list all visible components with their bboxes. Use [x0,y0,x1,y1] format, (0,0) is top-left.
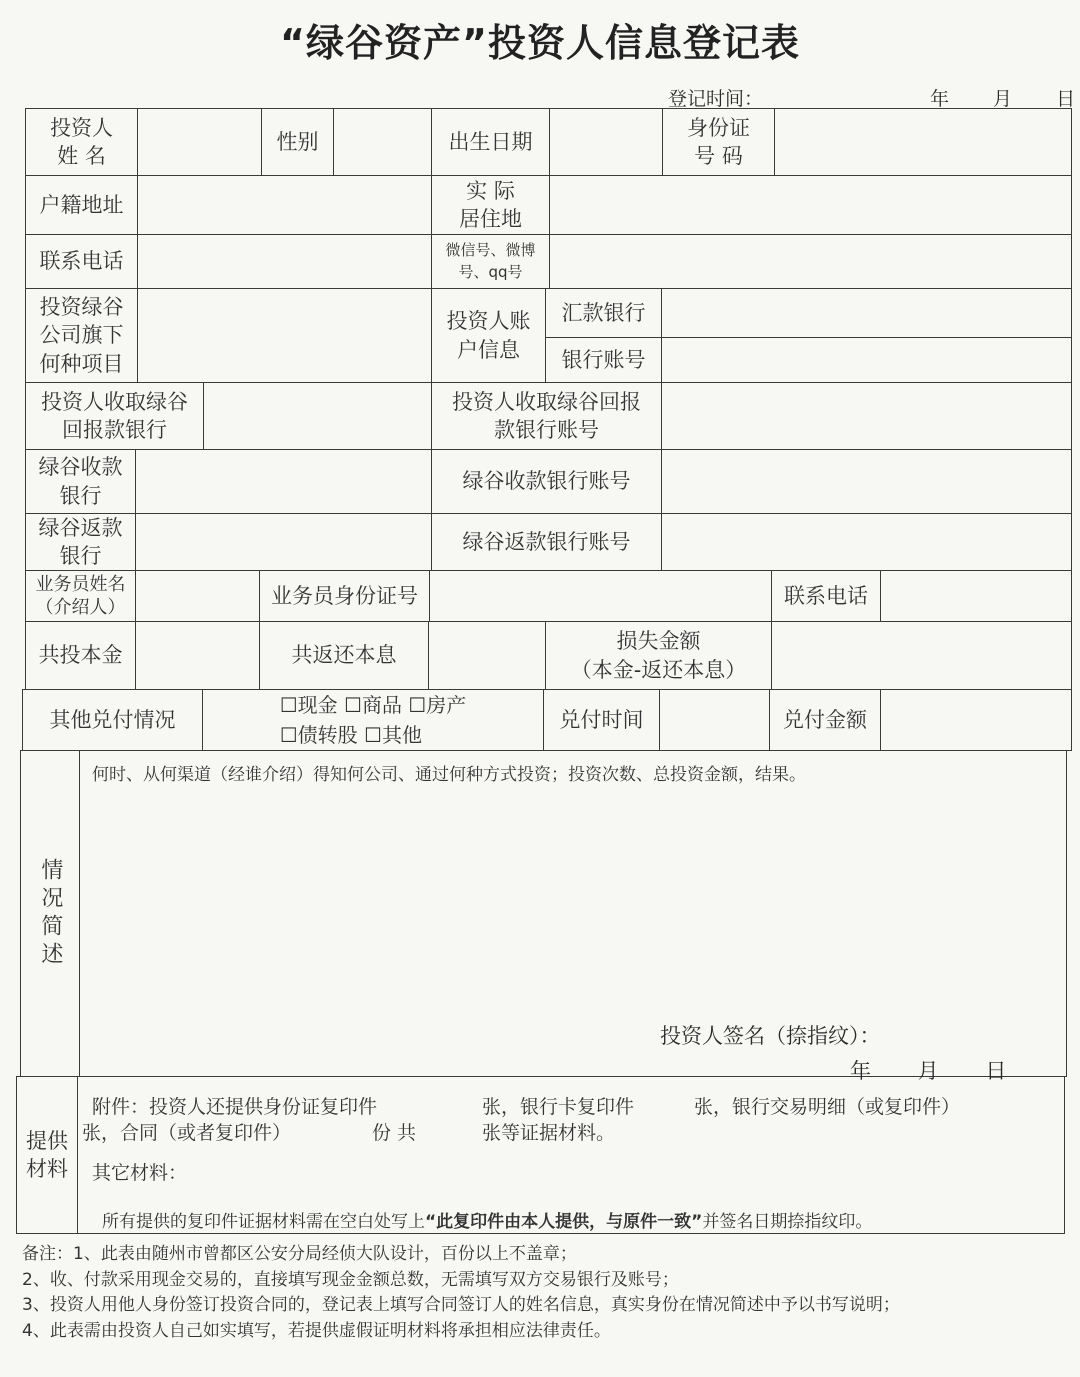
label-lg-return-account: 绿谷返款银行账号 [431,513,662,571]
field-lg-receive-account[interactable] [661,449,1072,514]
label-residence: 实 际 居住地 [431,175,550,235]
field-agent-phone[interactable] [880,570,1072,622]
field-pay-time[interactable] [659,689,770,751]
label-pay-time: 兑付时间 [543,689,660,751]
field-birth[interactable] [549,108,663,176]
label-project: 投资绿谷 公司旗下 何种项目 [25,288,138,383]
label-total-returned: 共返还本息 [259,621,429,690]
materials-line1-b: 张，银行卡复印件 [482,1096,635,1118]
label-lg-return-bank: 绿谷返款 银行 [25,513,136,571]
field-social[interactable] [549,234,1072,289]
label-birth: 出生日期 [431,108,550,176]
materials-line2-a: 张，合同（或者复印件） [82,1122,292,1144]
label-lg-receive-bank: 绿谷收款 银行 [25,449,136,514]
remark-3: 3、投资人用他人身份签订投资合同的，登记表上填写合同签订人的姓名信息，真实身份在情况简述中予以书写说明； [22,1295,900,1315]
label-name: 投资人 姓 名 [25,108,138,176]
label-huji-address: 户籍地址 [25,175,138,235]
field-loss[interactable] [771,621,1072,690]
field-total-returned[interactable] [428,621,546,690]
field-lg-receive-bank[interactable] [135,449,432,514]
field-agent-name[interactable] [135,570,260,622]
label-remit-bank: 汇款银行 [545,288,662,338]
label-account-info: 投资人账 户信息 [431,288,546,383]
remark-1: 备注：1、此表由随州市曾都区公安分局经侦大队设计，百份以上不盖章； [22,1244,577,1264]
remarks [22,1242,1062,1344]
label-agent-phone: 联系电话 [771,570,881,622]
label-agent-id: 业务员身份证号 [259,570,430,622]
field-project[interactable] [137,288,432,383]
field-name[interactable] [137,108,262,176]
materials-other: 其它材料： [92,1162,188,1184]
field-pay-amount[interactable] [880,689,1072,751]
field-return-bank[interactable] [203,382,432,450]
label-social: 微信号、微博 号、qq号 [431,234,550,289]
signature-date: 年 月 日 [850,1059,1007,1083]
label-loss: 损失金额 （本金-返还本息） [545,621,772,690]
signature-label: 投资人签名（捺指纹）： [660,1024,881,1048]
field-lg-return-account[interactable] [661,513,1072,571]
materials-line2-b: 份 共 [372,1122,417,1144]
field-residence[interactable] [549,175,1072,235]
label-return-account: 投资人收取绿谷回报 款银行账号 [431,382,662,450]
field-gender[interactable] [333,108,432,176]
field-huji-address[interactable] [137,175,432,235]
field-return-account[interactable] [661,382,1072,450]
field-id-number[interactable] [774,108,1072,176]
label-other-payment: 其他兑付情况 [22,689,203,751]
field-lg-return-bank[interactable] [135,513,432,571]
field-phone[interactable] [137,234,432,289]
payment-options[interactable]: ☐现金 ☐商品 ☐房产 ☐债转股 ☐其他 [202,689,544,751]
field-agent-id[interactable] [429,570,772,622]
label-lg-receive-account: 绿谷收款银行账号 [431,449,662,514]
materials-notice: 所有提供的复印件证据材料需在空白处写上“此复印件由本人提供，与原件一致”并签名日期捺指纹印。 [102,1212,873,1232]
remark-4: 4、此表需由投资人自己如实填写，若提供虚假证明材料将承担相应法律责任。 [22,1320,611,1341]
label-materials: 提供 材料 [16,1076,78,1234]
field-remit-bank[interactable] [661,288,1072,338]
label-phone: 联系电话 [25,234,138,289]
materials-line1-a: 附件：投资人还提供身份证复印件 [92,1096,378,1118]
situation-description: 何时、从何渠道（经谁介绍）得知何公司、通过何种方式投资；投资次数、总投资金额，结果。 [92,765,806,785]
materials-line1-c: 张，银行交易明细（或复印件） [694,1096,961,1118]
label-bank-account: 银行账号 [545,337,662,383]
label-return-bank: 投资人收取绿谷 回报款银行 [25,382,204,450]
registration-date: 年 月 日 [930,88,1076,110]
label-pay-amount: 兑付金额 [769,689,881,751]
remark-2: 2、收、付款采用现金交易的，直接填写现金金额总数，无需填写双方交易银行及账号； [22,1269,679,1290]
field-bank-account[interactable] [661,337,1072,383]
label-id-number: 身份证 号 码 [662,108,775,176]
field-situation[interactable] [79,750,1067,1077]
field-total-principal[interactable] [135,621,260,690]
label-situation: 情况简述 [20,750,80,1077]
materials-line2-c: 张等证据材料。 [482,1122,616,1144]
label-gender: 性别 [261,108,334,176]
registration-time-label: 登记时间： [668,88,764,110]
form-title: “绿谷资产”投资人信息登记表 [280,21,800,65]
label-agent-name: 业务员姓名 （介绍人） [25,570,136,622]
label-total-principal: 共投本金 [25,621,136,690]
